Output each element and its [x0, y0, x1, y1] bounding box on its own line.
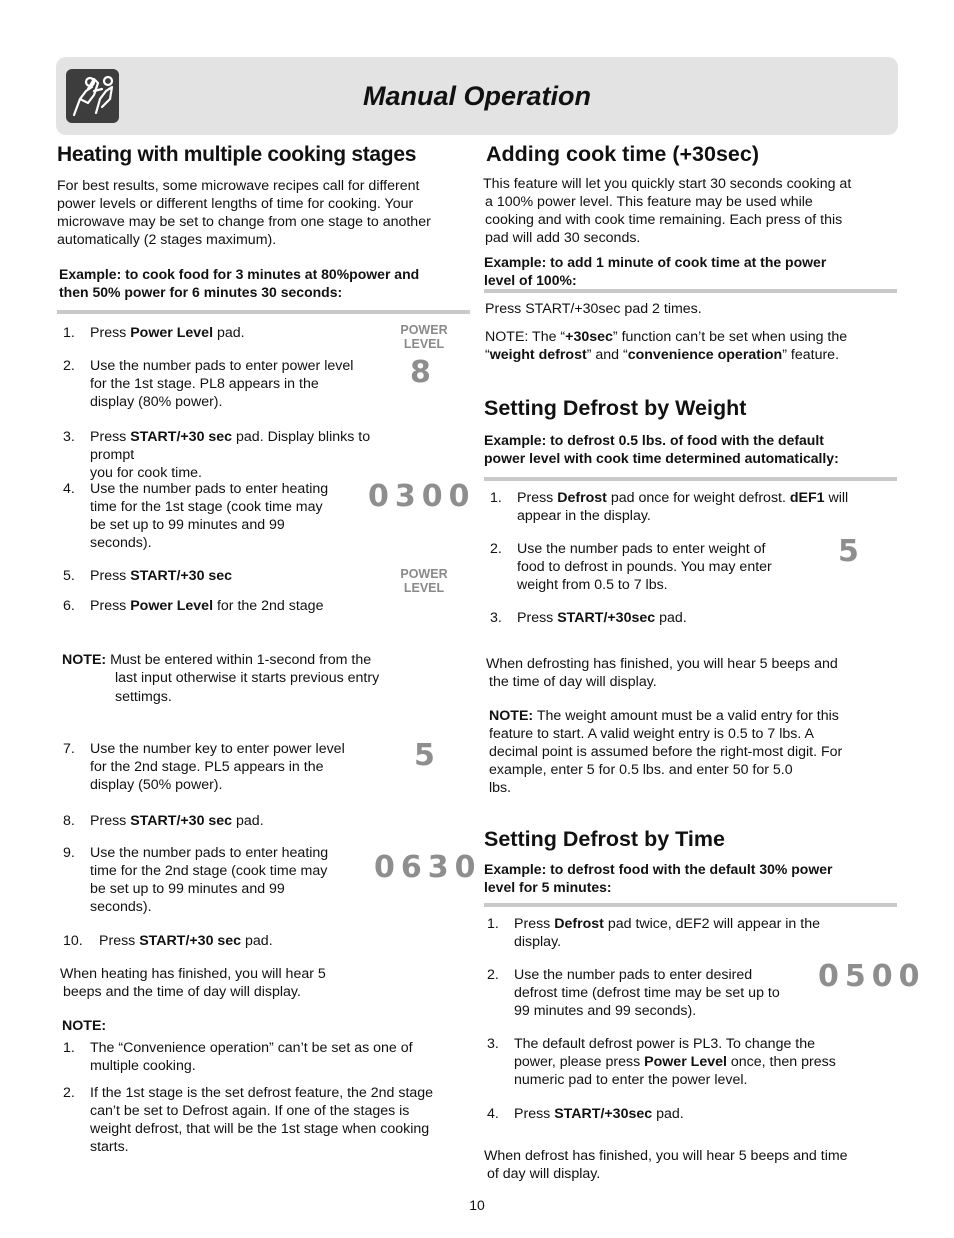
step-line: display. — [514, 934, 562, 950]
step-line: Use the number key to enter power level — [90, 741, 345, 757]
step-text — [90, 357, 382, 411]
step-number: 6. — [63, 598, 75, 614]
step-line: Press START/+30 sec — [90, 568, 233, 584]
section-heading-multiple-stages: Heating with multiple cooking stages — [57, 143, 417, 166]
divider — [484, 903, 897, 907]
step-number: 3. — [63, 429, 75, 445]
display-pl5: 5 — [414, 738, 441, 773]
step-text — [90, 844, 382, 916]
step-line: Press Power Level for the 2nd stage — [90, 598, 324, 614]
defrost-time-finish: When defrost has finished, you will hear 5 beeps and time of day will display. — [484, 1148, 848, 1182]
power-level-label: POWER LEVEL — [400, 567, 448, 595]
step-line: Use the number pads to enter weight of — [517, 541, 766, 557]
step-line: Use the number pads to enter heating — [90, 845, 329, 861]
step-line: Press Defrost pad once for weight defrost. dEF1 will — [517, 490, 849, 506]
step-line: defrost time (defrost time may be set up to — [514, 985, 780, 1001]
note-number: 1. — [63, 1040, 75, 1056]
step-line: time for the 2nd stage (cook time may — [90, 863, 328, 879]
add-time-note — [485, 328, 895, 364]
step-line: Use the number pads to enter heating — [90, 481, 329, 497]
add-time-example: Example: to add 1 minute of cook time at the power level of 100%: — [484, 254, 827, 288]
divider — [57, 310, 470, 314]
step-line: seconds). — [90, 899, 152, 915]
step-text — [99, 932, 391, 950]
note-text: If the 1st stage is the set defrost feature, the 2nd stage can’t be set to Defrost again. If one of the stages is weight defrost, that will be the 1st stage when cooking starts. — [90, 1085, 434, 1155]
step-line: time for the 1st stage (cook time may — [90, 499, 323, 515]
display-0300: 0300 — [368, 479, 476, 514]
divider — [484, 477, 897, 481]
step-line: display (50% power). — [90, 777, 223, 793]
step-text — [90, 740, 382, 794]
step-text — [514, 915, 886, 951]
step-number: 1. — [487, 916, 499, 932]
step-line: weight from 0.5 to 7 lbs. — [517, 577, 668, 593]
step-line: “weight defrost” and “convenience operation” feature. — [485, 347, 840, 363]
note-text: The “Convenience operation” can’t be set as one of multiple cooking. — [90, 1040, 413, 1074]
step-number: 4. — [487, 1106, 499, 1122]
step-number: 7. — [63, 741, 75, 757]
step-line: for the 1st stage. PL8 appears in the — [90, 376, 319, 392]
step-line: Use the number pads to enter desired — [514, 967, 753, 983]
step-line: Press Power Level pad. — [90, 325, 245, 341]
step-line: be set up to 99 minutes and 99 — [90, 517, 285, 533]
step-line: Press START/+30 sec pad. Display blinks to prompt — [90, 429, 371, 463]
step-text — [90, 324, 382, 342]
add-time-step: Press START/+30sec pad 2 times. — [485, 301, 702, 317]
step-line: for the 2nd stage. PL5 appears in the — [90, 759, 324, 775]
example-heading: Example: to cook food for 3 minutes at 80%power and then 50% power for 6 minutes 30 seconds: — [59, 266, 420, 300]
step-line: display (80% power). — [90, 394, 223, 410]
defrost-weight-finish: When defrosting has finished, you will hear 5 beeps and the time of day will display. — [486, 656, 838, 690]
defrost-weight-example: Example: to defrost 0.5 lbs. of food with the default power level with cook time determined automatically: — [484, 432, 839, 466]
step-number: 2. — [487, 967, 499, 983]
display-5: 5 — [838, 534, 865, 569]
finish-paragraph: When heating has finished, you will hear 5 beeps and the time of day will display. — [60, 966, 326, 1000]
section-heading-defrost-time: Setting Defrost by Time — [484, 827, 725, 851]
step-text — [90, 428, 382, 482]
page-number: 10 — [469, 1197, 485, 1213]
step-line: you for cook time. — [90, 465, 202, 481]
section-heading-add-time: Adding cook time (+30sec) — [486, 142, 760, 166]
step-number: 4. — [63, 481, 75, 497]
step-number: 2. — [63, 358, 75, 374]
step-text — [90, 567, 382, 585]
defrost-weight-note: NOTE: The weight amount must be a valid entry for this feature to start. A valid weight entry is 0.5 to 7 lbs. A decimal point is assumed before the right-most digit. For example, enter 5 for 0.5 lbs. and enter 50 for 5.0 lbs. — [489, 708, 843, 796]
step-line: Press START/+30 sec pad. — [90, 813, 264, 829]
step-number: 2. — [490, 541, 502, 557]
step-text — [514, 1105, 886, 1123]
step-line: numeric pad to enter the power level. — [514, 1072, 748, 1088]
step-text — [90, 597, 382, 615]
step-number: 1. — [63, 325, 75, 341]
step-line: be set up to 99 minutes and 99 — [90, 881, 285, 897]
step-number: 3. — [487, 1036, 499, 1052]
section-heading-defrost-weight: Setting Defrost by Weight — [484, 396, 747, 420]
intro-paragraph: For best results, some microwave recipes call for different power levels or different lengths of time for cooking. Your microwave may be set to change from one stage to another automatically (2 stages maximum). — [57, 178, 431, 248]
step-number: 3. — [490, 610, 502, 626]
display-0630: 0630 — [374, 850, 482, 885]
step-line: appear in the display. — [517, 508, 651, 524]
step-line: Press START/+30sec pad. — [514, 1106, 684, 1122]
step-text — [517, 534, 887, 594]
display-0500: 0500 — [818, 959, 926, 994]
step-line: food to defrost in pounds. You may enter — [517, 559, 772, 575]
step-line: power, please press Power Level once, then press — [514, 1054, 836, 1070]
step-line: Press Defrost pad twice, dEF2 will appear in the — [514, 916, 820, 932]
defrost-time-example: Example: to defrost food with the default 30% power level for 5 minutes: — [484, 861, 833, 895]
step-number: 5. — [63, 568, 75, 584]
step-number: 1. — [490, 490, 502, 506]
note-heading: NOTE: — [62, 1018, 107, 1034]
step-number: 9. — [63, 845, 75, 861]
power-level-label: POWER LEVEL — [400, 323, 448, 351]
display-pl8: 8 — [410, 355, 437, 390]
step-line: The default defrost power is PL3. To change the — [514, 1036, 816, 1052]
note-number: 2. — [63, 1085, 75, 1101]
step-text — [517, 609, 887, 627]
step-number: 10. — [63, 933, 83, 949]
step-line: Press START/+30 sec pad. — [99, 933, 273, 949]
step-line: NOTE: The “+30sec” function can’t be set when using the — [485, 329, 848, 345]
step-text — [90, 812, 382, 830]
step-line: seconds). — [90, 535, 152, 551]
step-text — [514, 1035, 886, 1089]
step-line: Press START/+30sec pad. — [517, 610, 687, 626]
step-line: Use the number pads to enter power level — [90, 358, 354, 374]
step-text — [90, 480, 382, 552]
page-title: Manual Operation — [362, 81, 592, 111]
add-time-intro: This feature will let you quickly start 30 seconds cooking at a 100% power level. This feature may be used while cooking and with cook time remaining. Each press of this pad will add 30 seconds. — [483, 176, 852, 246]
step-line: 99 minutes and 99 seconds). — [514, 1003, 697, 1019]
divider — [484, 289, 897, 293]
note-1second: NOTE: Must be entered within 1-second from the last input otherwise it starts previous entry settimgs. — [62, 652, 380, 705]
step-text — [517, 489, 887, 525]
step-number: 8. — [63, 813, 75, 829]
